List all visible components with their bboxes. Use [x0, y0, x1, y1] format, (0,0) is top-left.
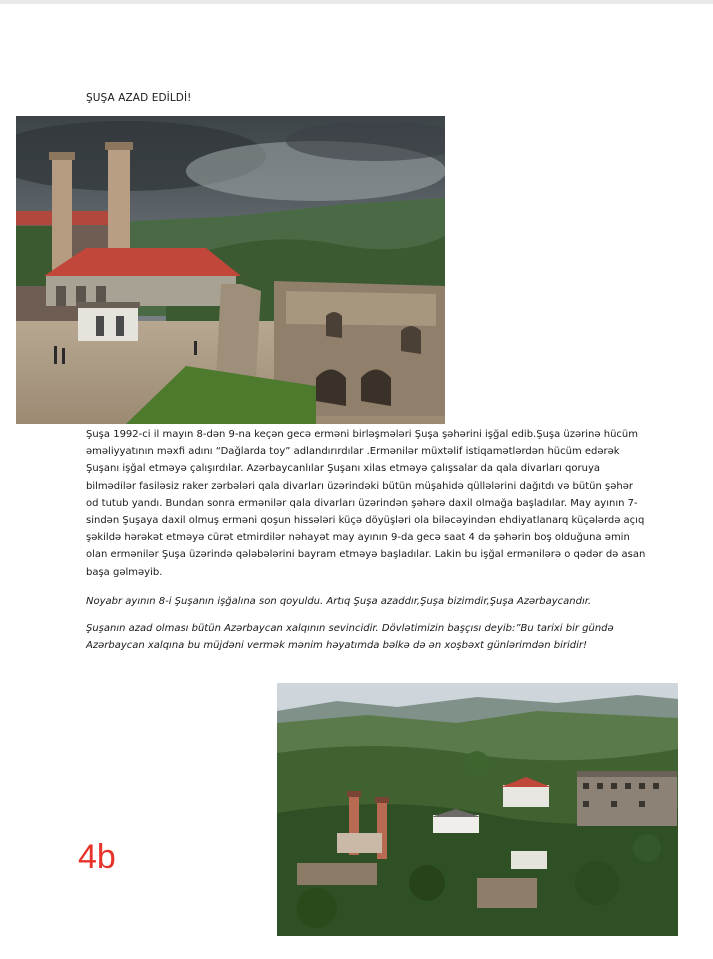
page-number: 4b [78, 838, 116, 876]
mosque-ruins-photo [16, 116, 445, 424]
paragraph-quote: Şuşanın azad olması bütün Azərbaycan xalqının sevincidir. Dövlətimizin başçısı deyib:”Bu tarixi bir gündə Azərbaycan xalqına bu müjdəni vermək mənim həyatımda bəlkə də ən xoşbəxt günlərimdən biridir! [86, 623, 614, 652]
paragraph-liberation: Noyabr ayının 8-i Şuşanın işğalına son qoyuldu. Artıq Şuşa azaddır,Şuşa bizimdir,Şuşa Azərbaycandır. [86, 596, 592, 607]
shusha-panorama-photo [277, 683, 678, 936]
top-bar [0, 0, 713, 4]
document-title: ŞUŞA AZAD EDİLDİ! [86, 92, 192, 104]
paragraph-history: Şuşa 1992-ci il mayın 8-dən 9-na keçən gecə erməni birləşmələri Şuşa şəhərini işğal edib.Şuşa üzərinə hücüm əməliyyatının məxfi adını “Dağlarda toy” adlandırırdılar .Ermənilər müxtəlif istiqamətlərdən hücüm edərək Şuşanı işğal etməyə çalışırdılar. Azərbaycanlılar Şuşanı xilas etməyə çalışsalar da qala divarları qoruya bilmədilər fasiləsiz raker zərbələri qala divarları üzərindəki bütün müşahidə qüllələrini dağıtdı və bütün şəhər od tutub yandı. Bundan sonra ermənilər qala divarları üzərindən şəhərə daxil olmağa başladılar. May ayının 7-sindən Şuşaya daxil olmuş erməni qoşun hissələri küçə döyüşləri ola biləcəyindən ehdiyatlanarq küçələrdə açıq şəkildə hərəkət etməyə cürət etmirdilər nəhayət may ayının 9-da gecə saat 4 də şəhərin boş olduğuna əmin olan ermənilər Şuşa üzərində qələbələrini bayram etməyə başladılar. Lakin bu işğal ermənilərə o qədər də asan başa gəlməyib. [86, 429, 646, 578]
